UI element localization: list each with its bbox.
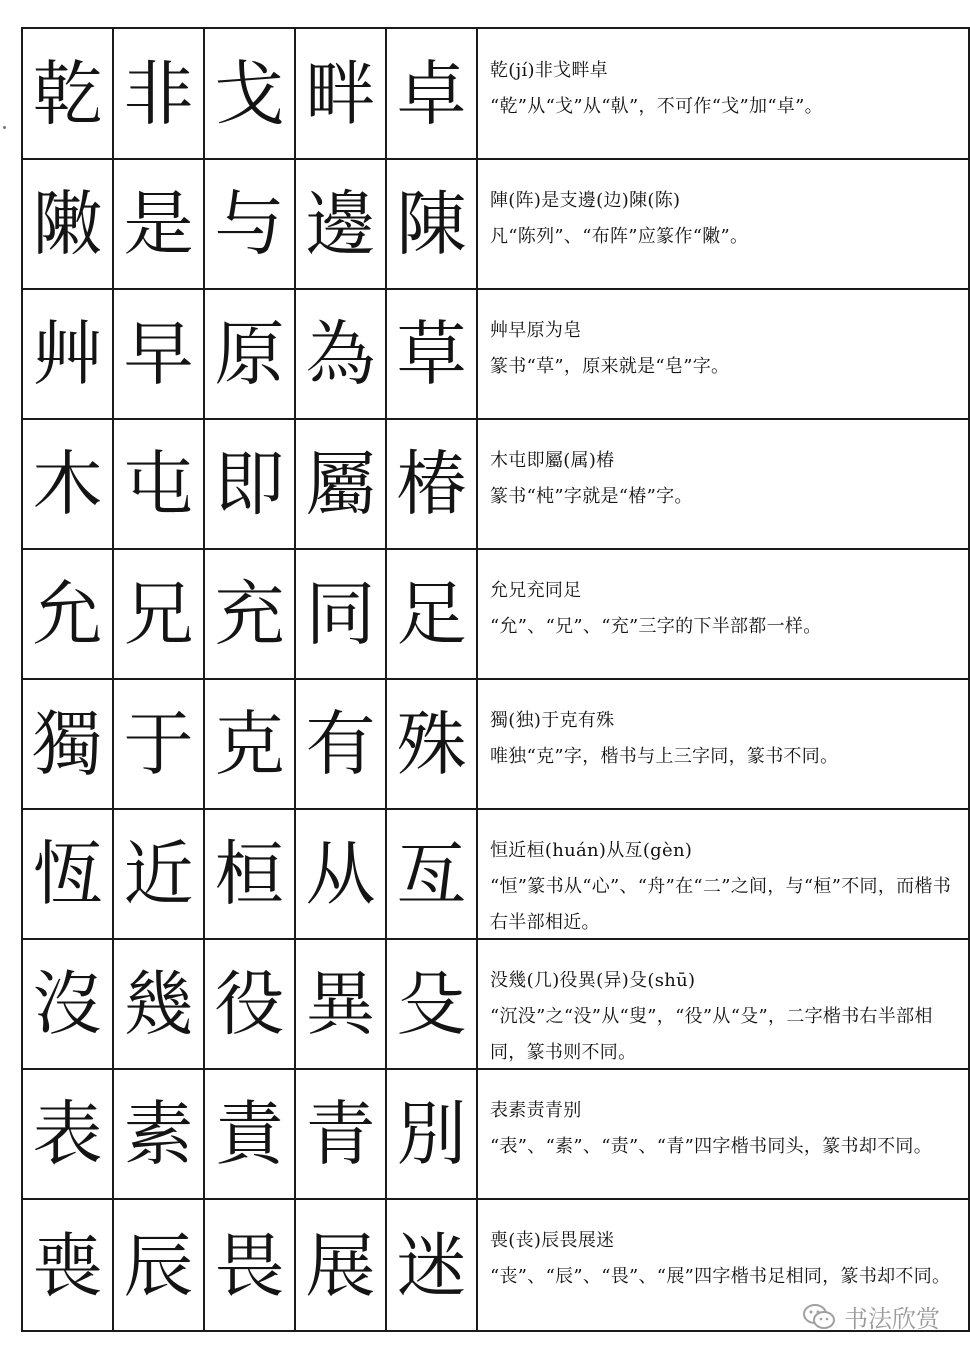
table-row — [23, 289, 968, 420]
row-heading: 允兄充同足 — [490, 580, 582, 601]
row-note: “表”、“素”、“责”、“青”四字楷书同头，篆书却不同。 — [490, 1136, 933, 1157]
row-note: “恒”篆书从“心”、“舟”在“二”之间，与“桓”不同，而楷书右半部相近。 — [490, 876, 952, 933]
seal-char: 桓 — [205, 809, 296, 938]
comparison-table — [21, 27, 970, 1332]
explanation — [478, 159, 968, 288]
row-note: “丧”、“辰”、“畏”、“展”四字楷书足相同，篆书却不同。 — [490, 1266, 951, 1287]
row-heading: 乾(jí)非戈畔卓 — [490, 60, 609, 81]
seal-char: 素 — [114, 1069, 205, 1198]
seal-char: 沒 — [23, 939, 114, 1068]
row-heading: 陣(阵)是支邊(边)陳(陈) — [490, 190, 681, 211]
seal-char: 喪 — [23, 1199, 114, 1332]
seal-char: 責 — [205, 1069, 296, 1198]
seal-char: 是 — [114, 159, 205, 288]
margin-dot — [3, 126, 6, 129]
seal-char: 青 — [296, 1069, 387, 1198]
row-note: “沉没”之“没”从“叟”，“役”从“殳”，二字楷书右半部相同，篆书则不同。 — [490, 1006, 933, 1063]
table-row — [23, 679, 968, 810]
watermark-text: 书法欣赏 — [844, 1305, 940, 1333]
seal-char: 屬 — [296, 419, 387, 548]
seal-char: 允 — [23, 549, 114, 678]
seal-char: 艸 — [23, 289, 114, 418]
table-row — [23, 159, 968, 290]
seal-char: 辰 — [114, 1199, 205, 1332]
seal-char: 克 — [205, 679, 296, 808]
seal-char: 役 — [205, 939, 296, 1068]
row-heading: 恒近桓(huán)从亙(gèn) — [490, 840, 693, 861]
seal-char: 早 — [114, 289, 205, 418]
explanation — [478, 419, 968, 548]
explanation — [478, 939, 968, 1068]
seal-char: 表 — [23, 1069, 114, 1198]
row-heading: 表素责青别 — [490, 1100, 582, 1121]
seal-char: 木 — [23, 419, 114, 548]
table-row — [23, 809, 968, 940]
row-note: 篆书“杶”字就是“椿”字。 — [490, 486, 693, 507]
row-note: “允”、“兄”、“充”三字的下半部都一样。 — [490, 616, 822, 637]
seal-char: 即 — [205, 419, 296, 548]
row-note: 篆书“草”，原来就是“皂”字。 — [490, 356, 730, 377]
row-note: “乾”从“戈”从“倝”，不可作“戈”加“卓”。 — [490, 96, 823, 117]
seal-char: 獨 — [23, 679, 114, 808]
watermark — [802, 1299, 940, 1334]
seal-char: 从 — [296, 809, 387, 938]
seal-char: 迷 — [387, 1199, 478, 1332]
seal-char: 亙 — [387, 809, 478, 938]
seal-char: 乾 — [23, 29, 114, 158]
table-row — [23, 1069, 968, 1200]
row-heading: 没幾(几)役異(异)殳(shū) — [490, 970, 696, 991]
seal-char: 敶 — [23, 159, 114, 288]
seal-char: 殳 — [387, 939, 478, 1068]
seal-char: 于 — [114, 679, 205, 808]
seal-char: 幾 — [114, 939, 205, 1068]
wechat-icon — [802, 1303, 836, 1331]
seal-char: 原 — [205, 289, 296, 418]
row-heading: 艸早原为皂 — [490, 320, 582, 341]
table-row — [23, 939, 968, 1070]
row-heading: 喪(丧)辰畏展迷 — [490, 1230, 615, 1251]
explanation — [478, 289, 968, 418]
seal-char: 畔 — [296, 29, 387, 158]
seal-char: 展 — [296, 1199, 387, 1332]
seal-char: 恆 — [23, 809, 114, 938]
seal-char: 草 — [387, 289, 478, 418]
seal-char: 戈 — [205, 29, 296, 158]
row-heading: 獨(独)于克有殊 — [490, 710, 615, 731]
seal-char: 同 — [296, 549, 387, 678]
seal-char: 足 — [387, 549, 478, 678]
table-row — [23, 549, 968, 680]
row-note: 凡“陈列”、“布阵”应篆作“敶”。 — [490, 226, 749, 247]
explanation — [478, 29, 968, 158]
seal-char: 屯 — [114, 419, 205, 548]
seal-char: 椿 — [387, 419, 478, 548]
table-row — [23, 419, 968, 550]
seal-char: 非 — [114, 29, 205, 158]
seal-char: 近 — [114, 809, 205, 938]
seal-char: 有 — [296, 679, 387, 808]
seal-char: 異 — [296, 939, 387, 1068]
explanation — [478, 549, 968, 678]
table-row — [23, 29, 968, 160]
explanation — [478, 809, 968, 938]
seal-char: 与 — [205, 159, 296, 288]
seal-char: 為 — [296, 289, 387, 418]
row-note: 唯独“克”字，楷书与上三字同，篆书不同。 — [490, 746, 839, 767]
row-heading: 木屯即屬(属)椿 — [490, 450, 615, 471]
seal-char: 邊 — [296, 159, 387, 288]
seal-char: 別 — [387, 1069, 478, 1198]
explanation — [478, 679, 968, 808]
seal-char: 卓 — [387, 29, 478, 158]
seal-char: 畏 — [205, 1199, 296, 1332]
seal-char: 兄 — [114, 549, 205, 678]
explanation — [478, 1069, 968, 1198]
seal-char: 陳 — [387, 159, 478, 288]
seal-char: 殊 — [387, 679, 478, 808]
seal-char: 充 — [205, 549, 296, 678]
